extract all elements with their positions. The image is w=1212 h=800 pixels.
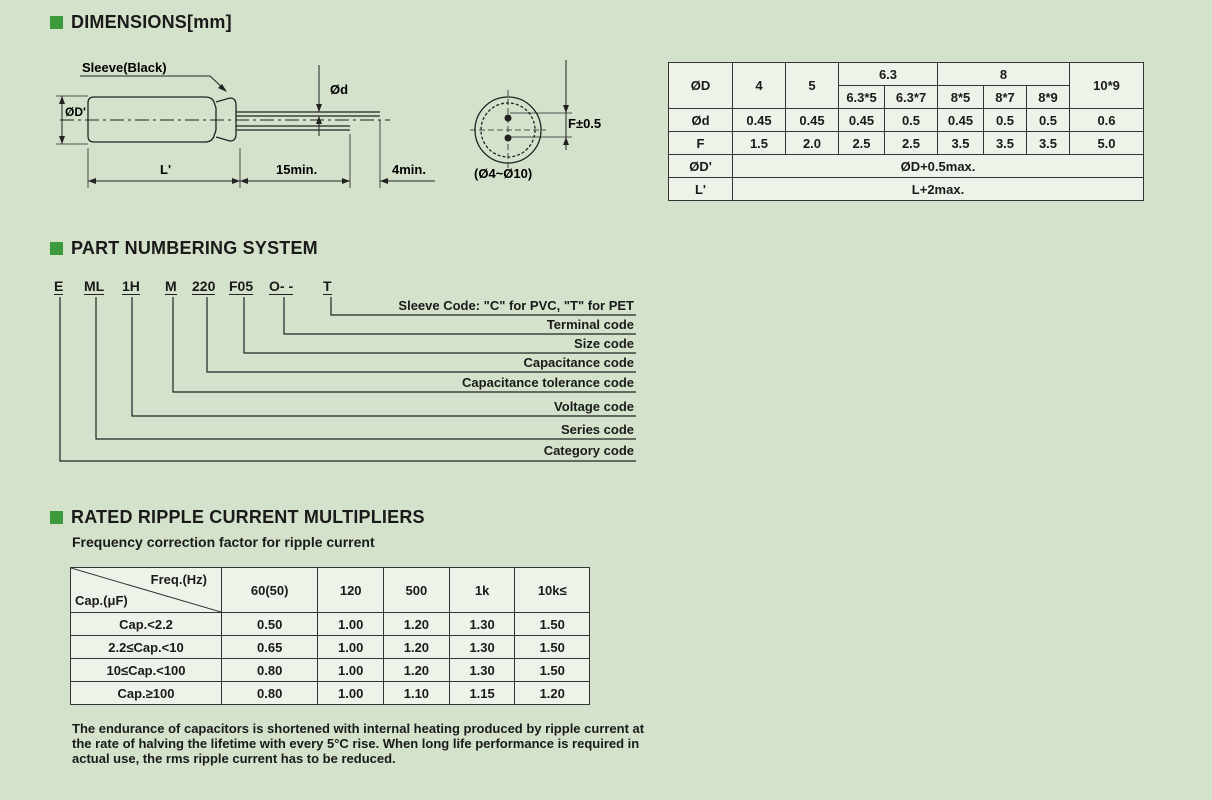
freq-header: 10k≤ [515, 568, 590, 613]
header-od: ØD [669, 63, 733, 109]
pn-code-capacitance: 220 [192, 278, 216, 294]
ripple-subheading: Frequency correction factor for ripple current [72, 534, 375, 550]
od-prime-label: ØD' [65, 105, 86, 119]
sleeve-label: Sleeve(Black) [82, 60, 167, 75]
header-4: 4 [733, 63, 786, 109]
pn-code-series: ML [84, 278, 105, 294]
sub-6-3x5: 6.3*5 [839, 86, 885, 109]
dimensions-heading: DIMENSIONS[mm] [50, 12, 232, 33]
sub-8x9: 8*9 [1027, 86, 1070, 109]
pn-code-terminal: O- - [269, 278, 294, 294]
l-prime-label: L' [160, 162, 172, 177]
header-10x9: 10*9 [1070, 63, 1144, 109]
diameter-range-label: (Ø4~Ø10) [474, 166, 533, 181]
pn-label-size: Size code [574, 336, 634, 351]
min4-label: 4min. [392, 162, 426, 177]
freq-header: 120 [318, 568, 384, 613]
table-row: Ød 0.45 0.45 0.45 0.5 0.45 0.5 0.5 0.6 [669, 109, 1144, 132]
table-row: F 1.5 2.0 2.5 2.5 3.5 3.5 3.5 5.0 [669, 132, 1144, 155]
header-8: 8 [938, 63, 1070, 86]
sub-8x7: 8*7 [984, 86, 1027, 109]
pn-label-sleeve: Sleeve Code: "C" for PVC, "T" for PET [398, 298, 634, 313]
freq-label: Freq.(Hz) [150, 572, 207, 587]
pn-label-series: Series code [561, 422, 634, 437]
od-small-label: Ød [330, 82, 349, 97]
pn-code-voltage: 1H [122, 278, 140, 294]
pn-label-terminal: Terminal code [546, 317, 634, 332]
pn-code-size: F05 [229, 278, 254, 294]
freq-cap-header [71, 568, 222, 613]
pn-label-capacitance: Capacitance code [523, 355, 634, 370]
header-5: 5 [786, 63, 839, 109]
pn-label-tolerance: Capacitance tolerance code [462, 375, 634, 390]
table-row: Cap.≥100 0.80 1.00 1.10 1.15 1.20 [71, 682, 590, 705]
f-tolerance-label: F±0.5 [568, 116, 602, 131]
min15-label: 15min. [276, 162, 318, 177]
sub-8x5: 8*5 [938, 86, 984, 109]
pn-code-tolerance: M [165, 278, 177, 294]
ripple-heading: RATED RIPPLE CURRENT MULTIPLIERS [50, 507, 425, 528]
pn-code-sleeve: T [323, 278, 332, 294]
header-6-3: 6.3 [839, 63, 938, 86]
cap-label: Cap.(μF) [75, 593, 128, 608]
table-row: ØD' ØD+0.5max. [669, 155, 1144, 178]
table-row: 2.2≤Cap.<10 0.65 1.00 1.20 1.30 1.50 [71, 636, 590, 659]
freq-header: 60(50) [222, 568, 318, 613]
freq-header: 500 [384, 568, 450, 613]
freq-header: 1k [449, 568, 515, 613]
sub-6-3x7: 6.3*7 [885, 86, 938, 109]
table-row: 10≤Cap.<100 0.80 1.00 1.20 1.30 1.50 [71, 659, 590, 682]
part-numbering-heading: PART NUMBERING SYSTEM [50, 238, 318, 259]
endurance-note: The endurance of capacitors is shortened with internal heating produced by ripple current at the rate of halving the lifetime with every 5°C rise. When long life performance is required in actual use, the rms ripple current has to be reduced. [72, 721, 645, 766]
table-row: L' L+2max. [669, 178, 1144, 201]
pn-label-voltage: Voltage code [554, 399, 634, 414]
pn-code-category: E [54, 278, 64, 294]
ripple-multiplier-table [70, 567, 590, 705]
pn-label-category: Category code [543, 443, 634, 458]
table-row: Cap.<2.2 0.50 1.00 1.20 1.30 1.50 [71, 613, 590, 636]
